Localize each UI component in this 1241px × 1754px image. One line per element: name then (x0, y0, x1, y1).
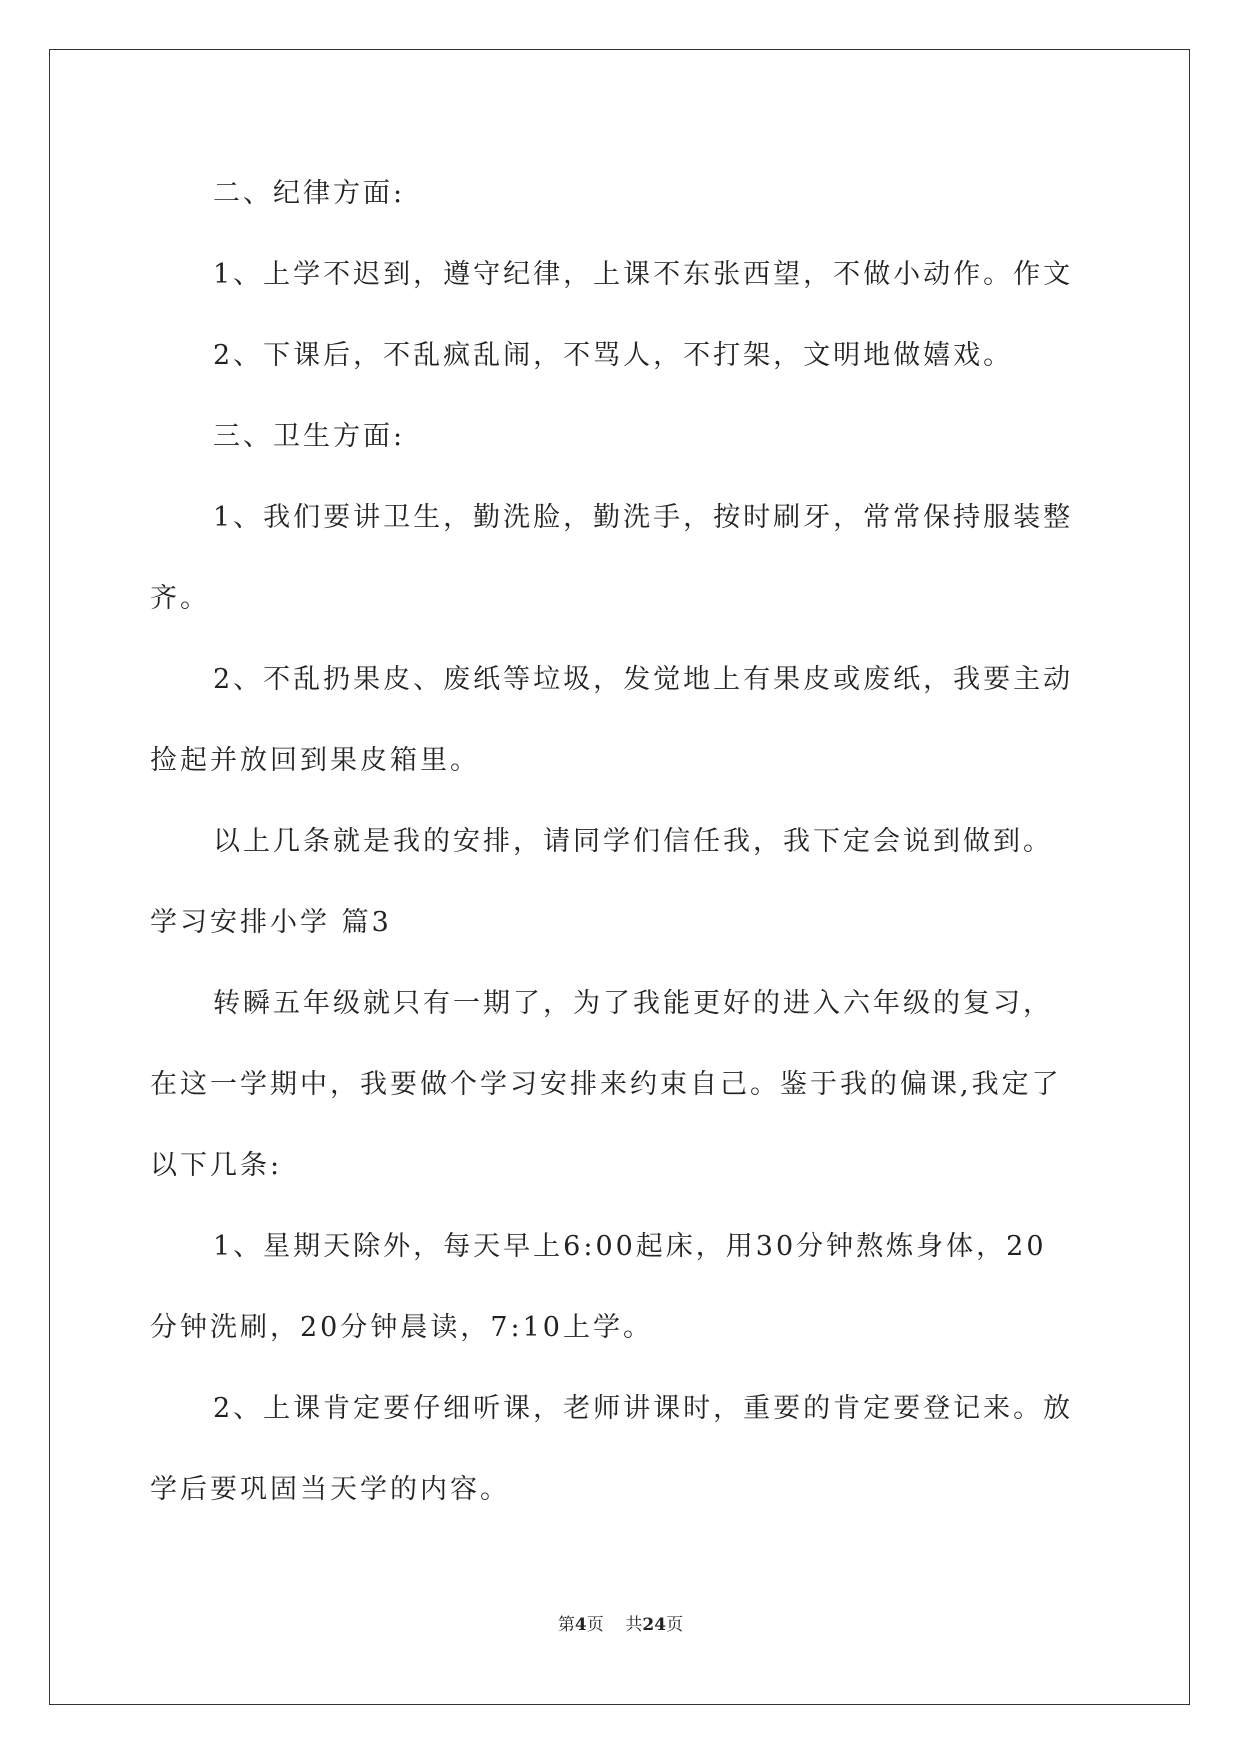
paragraph-line: 1、星期天除外，每天早上6:00起床，用30分钟熬炼身体，20 (213, 1231, 1047, 1262)
footer-total-prefix: 共 (625, 1615, 643, 1635)
paragraph-line: 以下几条: (150, 1150, 283, 1181)
article-heading: 学习安排小学 篇3 (150, 907, 392, 938)
page-footer (0, 1614, 1241, 1636)
page-border (49, 49, 1190, 1705)
paragraph-line: 转瞬五年级就只有一期了，为了我能更好的进入六年级的复习， (213, 988, 1053, 1019)
total-page-count: 24 (642, 1615, 667, 1635)
footer-total-suffix: 页 (666, 1615, 684, 1635)
paragraph-line: 2、不乱扔果皮、废纸等垃圾，发觉地上有果皮或废纸，我要主动 (213, 664, 1074, 695)
footer-prefix: 第 (557, 1615, 575, 1635)
paragraph-line: 在这一学期中，我要做个学习安排来约束自己。鉴于我的偏课,我定了 (150, 1069, 1062, 1100)
paragraph-line: 2、上课肯定要仔细听课，老师讲课时，重要的肯定要登记来。放 (213, 1393, 1074, 1424)
paragraph-line: 1、上学不迟到，遵守纪律，上课不东张西望，不做小动作。作文 (213, 259, 1074, 290)
current-page-number: 4 (574, 1615, 587, 1635)
paragraph-line: 学后要巩固当天学的内容。 (150, 1474, 510, 1505)
paragraph-line: 以上几条就是我的安排，请同学们信任我，我下定会说到做到。 (213, 826, 1053, 857)
footer-page-suffix: 页 (586, 1615, 604, 1635)
paragraph-line: 2、下课后，不乱疯乱闹，不骂人，不打架，文明地做嬉戏。 (213, 340, 1014, 371)
paragraph-line: 1、我们要讲卫生，勤洗脸，勤洗手，按时刷牙，常常保持服装整 (213, 502, 1074, 533)
section-heading-hygiene: 三、卫生方面: (213, 421, 406, 452)
paragraph-line: 齐。 (150, 583, 210, 614)
section-heading-discipline: 二、纪律方面: (213, 178, 406, 209)
paragraph-line: 分钟洗刷，20分钟晨读，7:10上学。 (150, 1312, 653, 1343)
paragraph-line: 捡起并放回到果皮箱里。 (150, 745, 480, 776)
